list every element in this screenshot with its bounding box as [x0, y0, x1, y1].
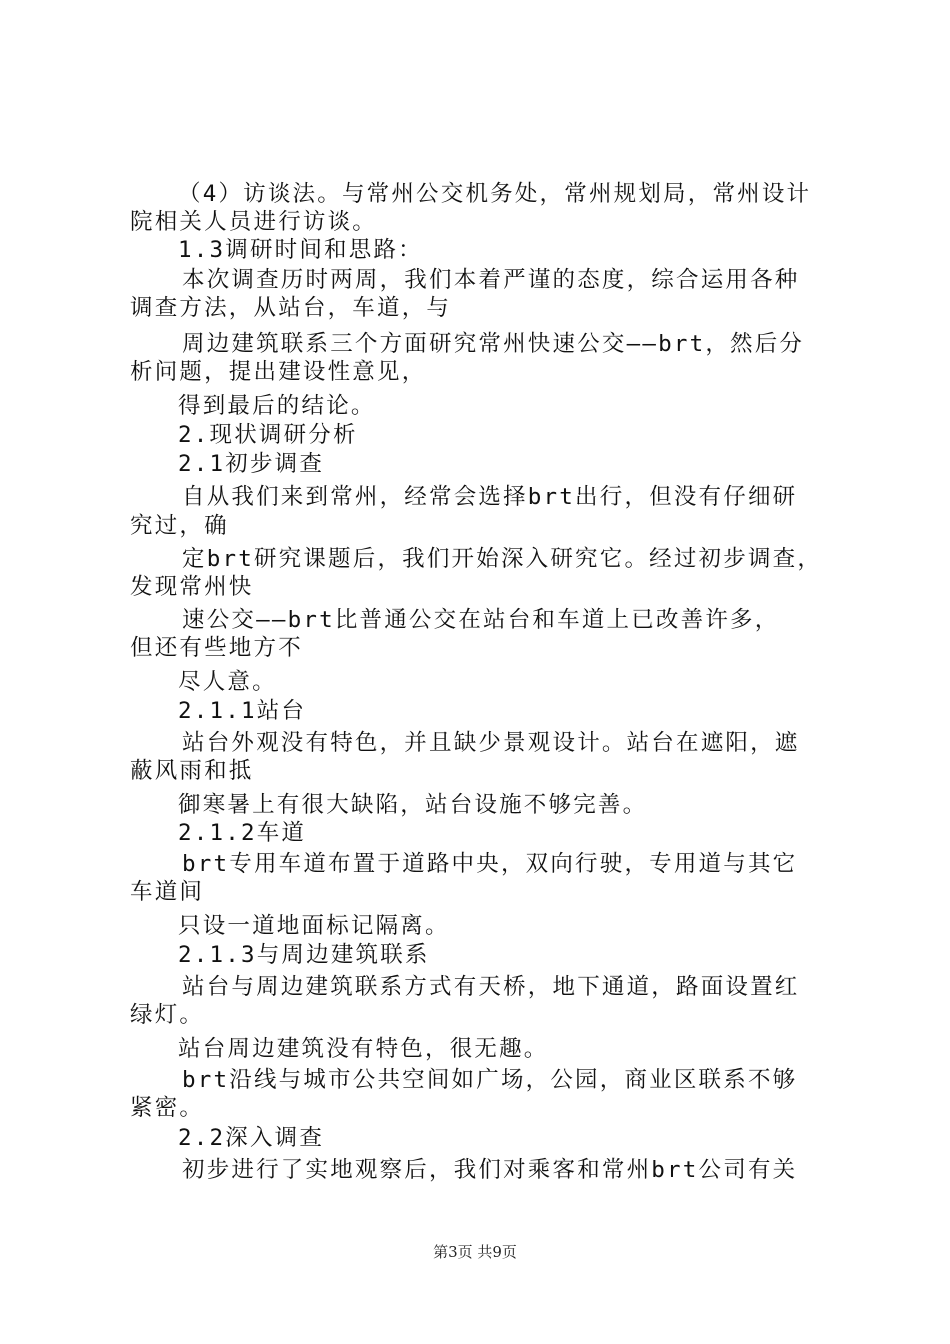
text-line: 本次调查历时两周，我们本着严谨的态度，综合运用各种: [182, 267, 800, 293]
text-line: 初步进行了实地观察后，我们对乘客和常州brt公司有关: [182, 1157, 798, 1183]
section-heading: 2.1.1站台: [178, 698, 307, 724]
text-line: 尽人意。: [178, 669, 277, 695]
section-heading: 2.现状调研分析: [178, 422, 358, 448]
text-line: 自从我们来到常州，经常会选择brt出行，但没有仔细研: [182, 484, 798, 510]
text-line: 周边建筑联系三个方面研究常州快速公交——brt，然后分: [182, 331, 805, 357]
text-line: 得到最后的结论。: [178, 393, 376, 419]
text-line: 御寒暑上有很大缺陷，站台设施不够完善。: [178, 792, 648, 818]
section-heading: 2.1.2车道: [178, 820, 307, 846]
text-line: 速公交——brt比普通公交在站台和车道上已改善许多，: [182, 607, 780, 633]
text-line: 站台外观没有特色，并且缺少景观设计。站台在遮阳，遮: [182, 730, 800, 756]
text-line: 站台与周边建筑联系方式有天桥，地下通道，路面设置红: [182, 974, 800, 1000]
section-heading: 2.1初步调查: [178, 451, 325, 477]
text-line: 只设一道地面标记隔离。: [178, 913, 450, 939]
text-line: 定brt研究课题后，我们开始深入研究它。经过初步调查，: [182, 546, 823, 572]
text-line: 站台周边建筑没有特色，很无趣。: [178, 1036, 549, 1062]
text-line: 调查方法，从站台，车道，与: [130, 295, 452, 321]
text-line: 发现常州快: [130, 574, 254, 600]
page-number: 第3页 共9页: [433, 1243, 517, 1261]
text-line: 究过，确: [130, 513, 229, 539]
section-heading: 2.1.3与周边建筑联系: [178, 942, 430, 968]
section-heading: 1.3调研时间和思路：: [178, 237, 423, 263]
text-line: brt沿线与城市公共空间如广场，公园，商业区联系不够: [182, 1067, 798, 1093]
text-line: 院相关人员进行访谈。: [130, 209, 378, 235]
text-line: brt专用车道布置于道路中央，双向行驶，专用道与其它: [182, 851, 798, 877]
text-line: 析问题，提出建设性意见，: [130, 359, 427, 385]
text-line: 但还有些地方不: [130, 635, 303, 661]
text-line: （4）访谈法。与常州公交机务处，常州规划局，常州设计: [178, 181, 812, 207]
text-line: 紧密。: [130, 1095, 205, 1121]
text-line: 车道间: [130, 879, 205, 905]
text-line: 蔽风雨和抵: [130, 758, 254, 784]
text-line: 绿灯。: [130, 1002, 205, 1028]
section-heading: 2.2深入调查: [178, 1125, 325, 1151]
